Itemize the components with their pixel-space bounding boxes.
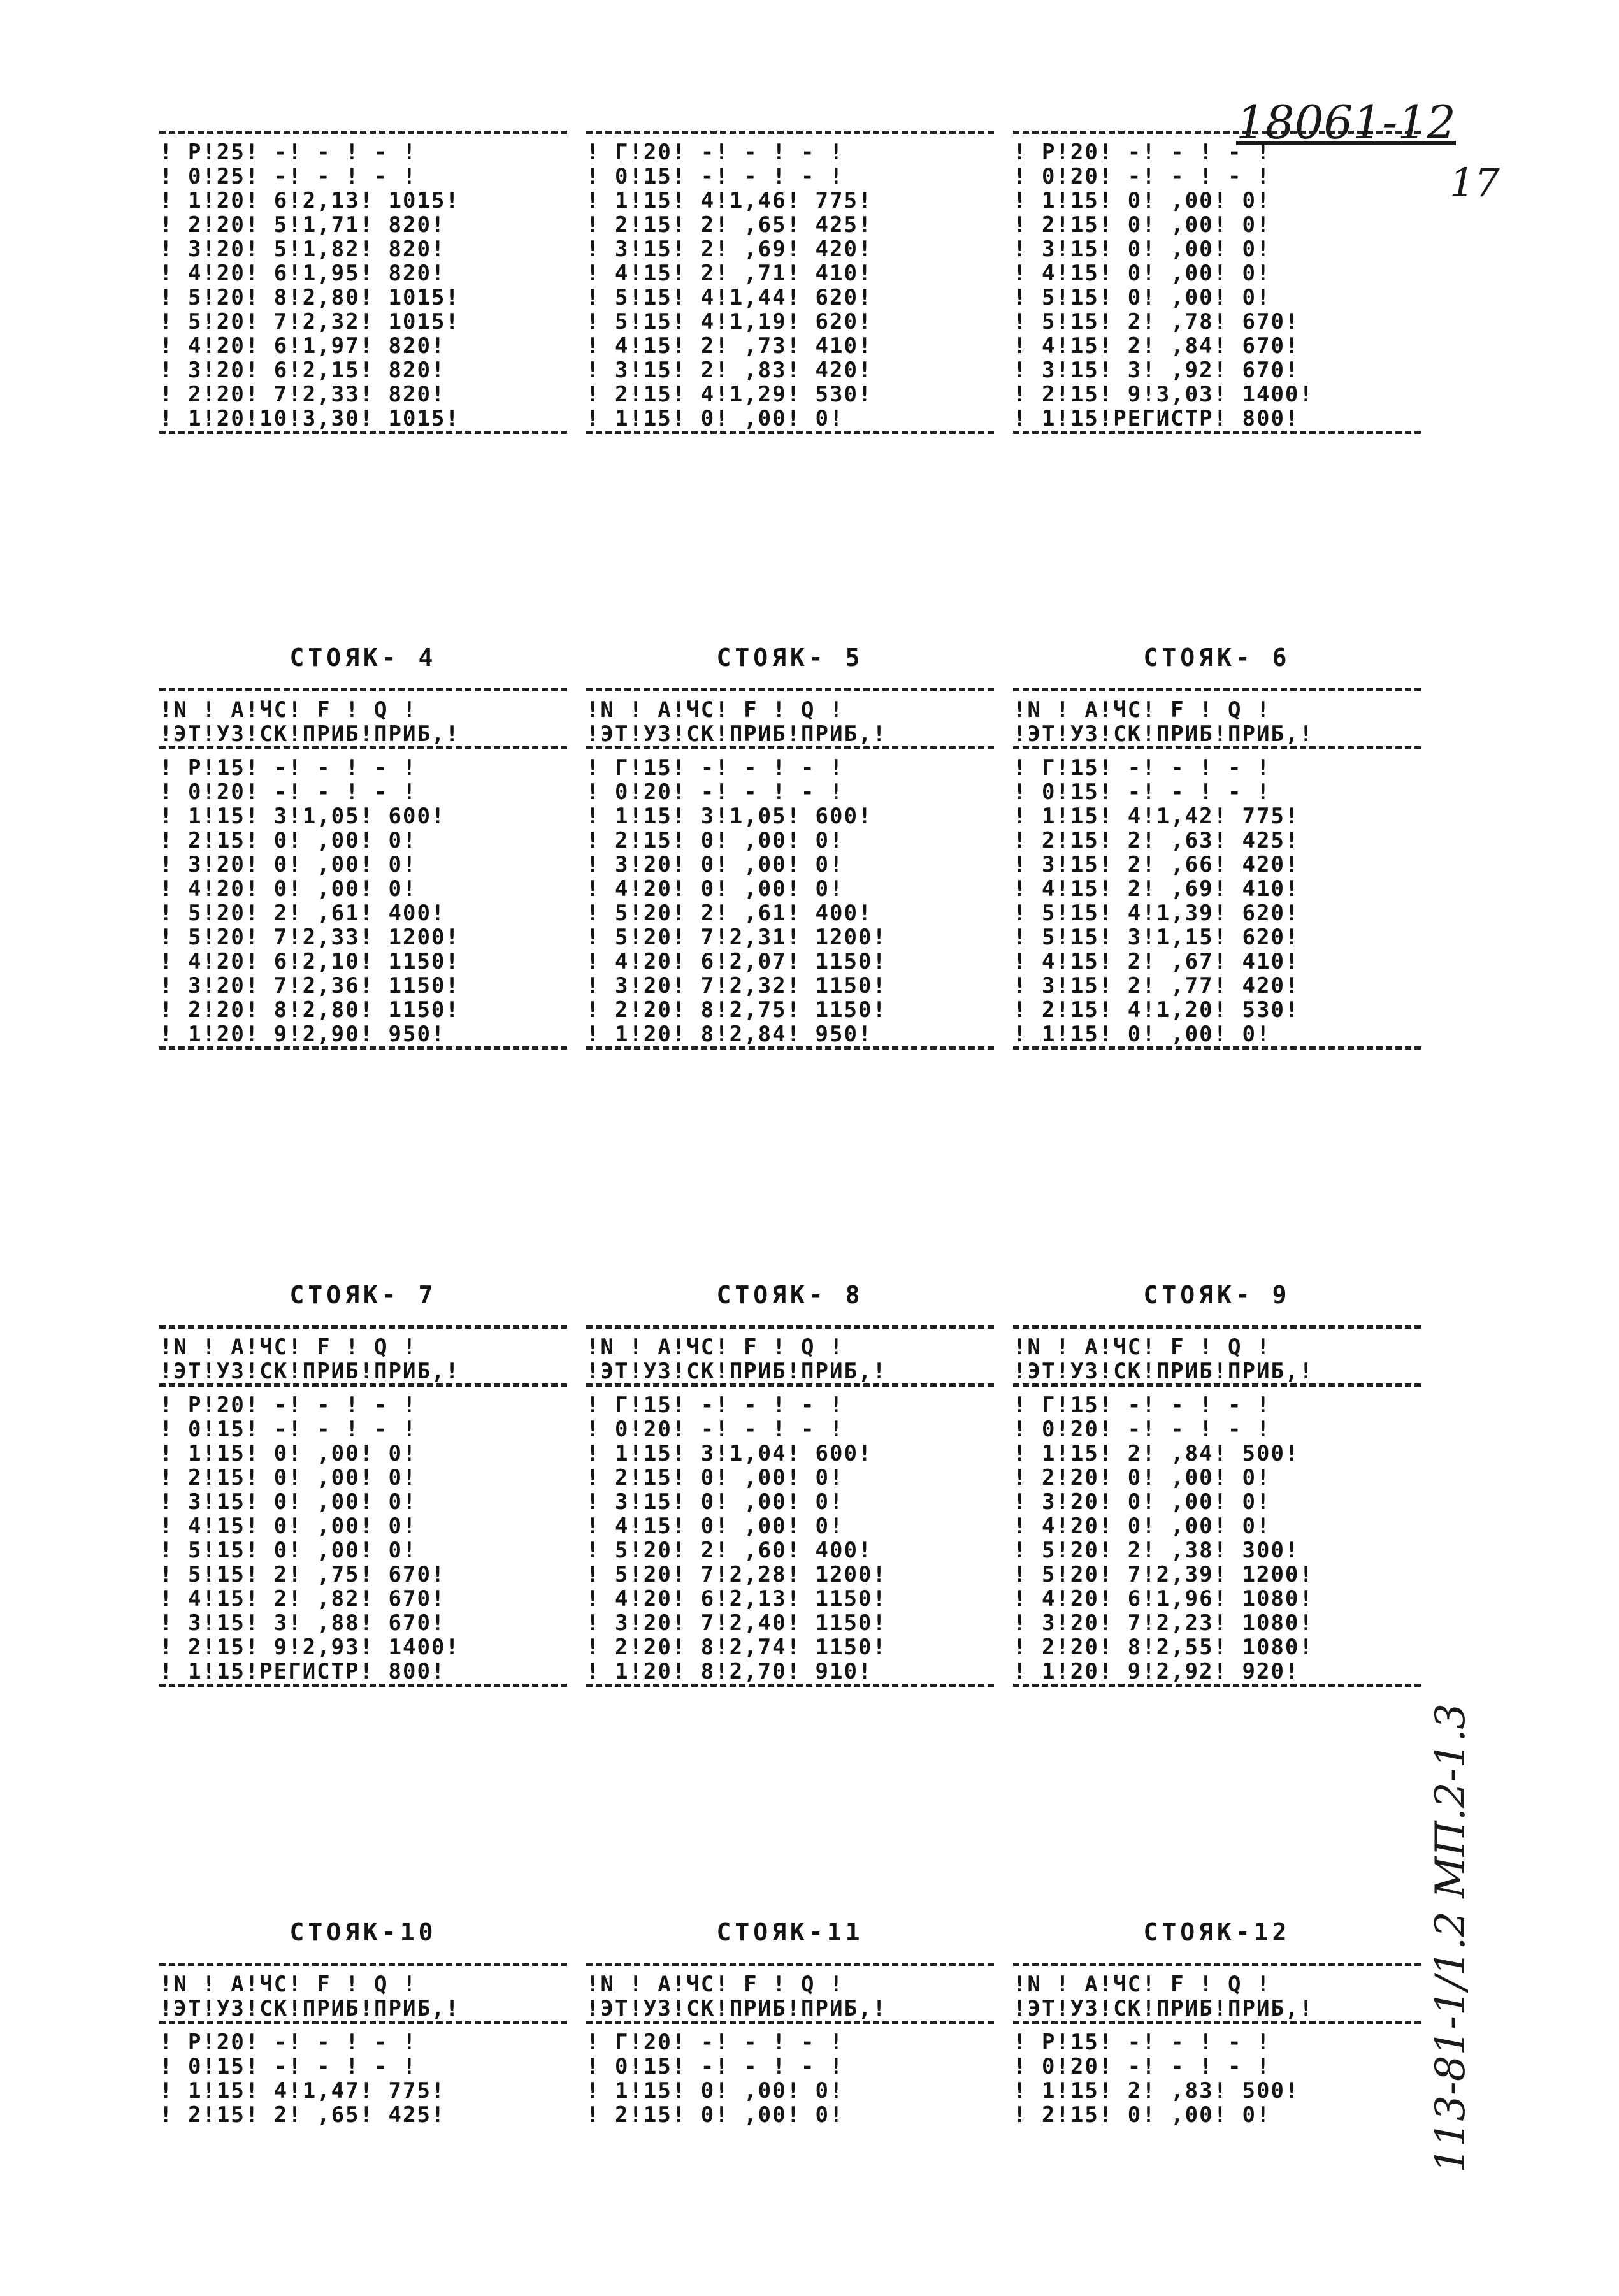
- table-row: ! Р!25! -! - ! - !: [159, 140, 417, 165]
- table-row: ! 3!20! 0! ,00! 0!: [159, 852, 417, 877]
- table-row: ! 5!20! 7!2,28! 1200!: [586, 1562, 887, 1587]
- table-row: ! 0!25! -! - ! - !: [159, 164, 417, 189]
- table-dashed-rule: [159, 1325, 567, 1329]
- table-row: ! 1!15! 4!1,42! 775!: [1013, 804, 1300, 829]
- table-row: ! 2!20! 5!1,71! 820!: [159, 212, 446, 238]
- riser-table: [159, 688, 567, 1056]
- table-dashed-rule: [1013, 131, 1421, 134]
- table-row: ! 2!20! 8!2,74! 1150!: [586, 1635, 887, 1660]
- table-row: ! 2!15! 2! ,65! 425!: [159, 2102, 446, 2128]
- table-row: ! 3!20! 7!2,40! 1150!: [586, 1610, 887, 1636]
- riser-table: [159, 131, 567, 440]
- table-row: ! 0!20! -! - ! - !: [1013, 164, 1271, 189]
- table-row: ! 2!15! 2! ,65! 425!: [586, 212, 873, 238]
- table-header-line: !ЭТ!УЗ!СК!ПРИБ!ПРИБ,!: [1013, 1996, 1314, 2021]
- section-headings: [159, 644, 1421, 688]
- table-dashed-rule: [159, 688, 567, 691]
- table-header-line: !ЭТ!УЗ!СК!ПРИБ!ПРИБ,!: [586, 721, 887, 747]
- table-row: ! Г!20! -! - ! - !: [586, 2030, 844, 2055]
- table-row: ! 1!15!РЕГИСТР! 800!: [1013, 406, 1300, 431]
- riser-heading: СТОЯК-10: [289, 1918, 437, 1946]
- table-row: ! Р!15! -! - ! - !: [1013, 2030, 1271, 2055]
- riser-heading: СТОЯК- 6: [1143, 644, 1291, 672]
- table-row: ! 0!15! -! - ! - !: [586, 164, 844, 189]
- table-row: ! 4!15! 0! ,00! 0!: [159, 1513, 417, 1539]
- table-row: ! 1!15! 0! ,00! 0!: [1013, 1022, 1271, 1047]
- table-row: ! 1!20!10!3,30! 1015!: [159, 406, 460, 431]
- riser-heading: СТОЯК- 4: [289, 644, 437, 672]
- table-row: ! 3!20! 7!2,36! 1150!: [159, 973, 460, 999]
- riser-table: [1013, 1963, 1421, 2127]
- table-row: ! 5!20! 7!2,33! 1200!: [159, 925, 460, 950]
- table-header-line: !ЭТ!УЗ!СК!ПРИБ!ПРИБ,!: [1013, 721, 1314, 747]
- riser-table: [586, 688, 994, 1056]
- table-row: ! 2!20! 8!2,80! 1150!: [159, 997, 460, 1023]
- table-row: ! 5!20! 2! ,61! 400!: [586, 900, 873, 926]
- table-dashed-rule: [586, 131, 994, 134]
- table-row: ! 1!15! 0! ,00! 0!: [586, 2078, 844, 2104]
- table-row: ! Р!20! -! - ! - !: [159, 2030, 417, 2055]
- table-row: ! 2!15! 0! ,00! 0!: [586, 2102, 844, 2128]
- riser-heading: СТОЯК- 5: [716, 644, 864, 672]
- table-header-line: !ЭТ!УЗ!СК!ПРИБ!ПРИБ,!: [586, 1996, 887, 2021]
- page-number: 17: [1450, 159, 1500, 206]
- table-row: ! Р!15! -! - ! - !: [159, 755, 417, 781]
- table-row: ! 0!15! -! - ! - !: [1013, 779, 1271, 805]
- riser-heading: СТОЯК-12: [1143, 1918, 1291, 1946]
- table-row: ! 5!15! 4!1,19! 620!: [586, 309, 873, 335]
- table-row: ! 4!20! 6!1,95! 820!: [159, 261, 446, 286]
- table-row: ! 4!20! 0! ,00! 0!: [1013, 1513, 1271, 1539]
- table-row: ! 4!20! 6!2,07! 1150!: [586, 949, 887, 974]
- table-header-line: !N ! А!ЧС! F ! Q !: [159, 1334, 417, 1360]
- table-row: ! 2!15! 4!1,29! 530!: [586, 382, 873, 407]
- table-row: ! 3!15! 2! ,69! 420!: [586, 236, 873, 262]
- table-dashed-rule: [159, 1963, 567, 1966]
- table-row: ! 1!15! 2! ,84! 500!: [1013, 1441, 1300, 1466]
- riser-table: [1013, 1325, 1421, 1693]
- riser-heading: СТОЯК- 9: [1143, 1281, 1291, 1309]
- table-row: ! 5!15! 0! ,00! 0!: [1013, 285, 1271, 310]
- table-row: ! 3!20! 7!2,23! 1080!: [1013, 1610, 1314, 1636]
- table-row: ! 1!15! 4!1,46! 775!: [586, 188, 873, 213]
- table-row: ! Г!15! -! - ! - !: [1013, 1392, 1271, 1418]
- table-row: ! 2!15! 0! ,00! 0!: [586, 828, 844, 853]
- table-row: ! 5!20! 7!2,32! 1015!: [159, 309, 460, 335]
- table-row: ! 4!20! 0! ,00! 0!: [586, 876, 844, 902]
- table-row: ! 2!15! 0! ,00! 0!: [1013, 2102, 1271, 2128]
- table-dashed-rule: [586, 688, 994, 691]
- table-row: ! 4!15! 2! ,73! 410!: [586, 333, 873, 359]
- riser-table: [586, 1963, 994, 2127]
- table-row: ! 4!15! 2! ,84! 670!: [1013, 333, 1300, 359]
- table-row: ! 5!20! 2! ,60! 400!: [586, 1538, 873, 1563]
- table-row: ! 2!20! 8!2,55! 1080!: [1013, 1635, 1314, 1660]
- table-row: ! 1!15! 3!1,05! 600!: [159, 804, 446, 829]
- table-dashed-rule: [586, 1963, 994, 1966]
- table-row: ! 3!15! 0! ,00! 0!: [586, 1489, 844, 1515]
- table-row: ! 4!20! 6!1,96! 1080!: [1013, 1586, 1314, 1612]
- table-row: ! 1!20! 9!2,92! 920!: [1013, 1659, 1300, 1684]
- table-row: ! 0!20! -! - ! - !: [1013, 1417, 1271, 1442]
- riser-heading: СТОЯК- 8: [716, 1281, 864, 1309]
- table-row: ! 2!15! 9!3,03! 1400!: [1013, 382, 1314, 407]
- table-row: ! Г!15! -! - ! - !: [1013, 755, 1271, 781]
- table-header-line: !N ! А!ЧС! F ! Q !: [159, 1972, 417, 1997]
- table-row: ! 2!15! 0! ,00! 0!: [159, 828, 417, 853]
- table-row: ! 4!20! 6!1,97! 820!: [159, 333, 446, 359]
- table-header-line: !N ! А!ЧС! F ! Q !: [586, 1972, 844, 1997]
- table-row: ! 5!20! 2! ,38! 300!: [1013, 1538, 1300, 1563]
- side-document-code: 113-81-1/1.2 МП.2-1.3: [1427, 1703, 1474, 2173]
- table-row: ! 4!15! 2! ,71! 410!: [586, 261, 873, 286]
- table-row: ! 1!15! 3!1,05! 600!: [586, 804, 873, 829]
- table-row: ! 2!15! 4!1,20! 530!: [1013, 997, 1300, 1023]
- table-dashed-rule: [586, 1325, 994, 1329]
- table-row: ! 0!15! -! - ! - !: [586, 2054, 844, 2079]
- table-row: ! 1!15! 2! ,83! 500!: [1013, 2078, 1300, 2104]
- table-row: ! 5!20! 7!2,31! 1200!: [586, 925, 887, 950]
- table-header-line: !N ! А!ЧС! F ! Q !: [586, 697, 844, 723]
- table-header-line: !N ! А!ЧС! F ! Q !: [1013, 1334, 1271, 1360]
- table-row: ! 3!20! 7!2,32! 1150!: [586, 973, 887, 999]
- table-header-line: !ЭТ!УЗ!СК!ПРИБ!ПРИБ,!: [159, 1996, 460, 2021]
- riser-table: [1013, 688, 1421, 1056]
- table-row: ! 5!15! 4!1,39! 620!: [1013, 900, 1300, 926]
- table-row: ! 4!20! 6!2,10! 1150!: [159, 949, 460, 974]
- table-row: ! 1!20! 9!2,90! 950!: [159, 1022, 446, 1047]
- table-row: ! 3!20! 5!1,82! 820!: [159, 236, 446, 262]
- table-row: ! 1!15! 0! ,00! 0!: [159, 1441, 417, 1466]
- table-row: ! 0!20! -! - ! - !: [159, 779, 417, 805]
- table-row: ! 3!15! 3! ,88! 670!: [159, 1610, 446, 1636]
- table-row: ! 0!20! -! - ! - !: [586, 1417, 844, 1442]
- table-row: ! 2!20! 8!2,75! 1150!: [586, 997, 887, 1023]
- table-row: ! 5!20! 8!2,80! 1015!: [159, 285, 460, 310]
- table-row: ! 5!15! 2! ,75! 670!: [159, 1562, 446, 1587]
- table-row: ! 1!20! 8!2,84! 950!: [586, 1022, 873, 1047]
- table-row: ! 4!15! 2! ,67! 410!: [1013, 949, 1300, 974]
- table-row: ! 3!20! 0! ,00! 0!: [1013, 1489, 1271, 1515]
- table-row: ! Р!20! -! - ! - !: [159, 1392, 417, 1418]
- table-header-line: !N ! А!ЧС! F ! Q !: [1013, 1972, 1271, 1997]
- table-row: ! 2!20! 7!2,33! 820!: [159, 382, 446, 407]
- table-row: ! 3!20! 6!2,15! 820!: [159, 357, 446, 383]
- table-dashed-rule: [1013, 1325, 1421, 1329]
- table-row: ! 5!20! 7!2,39! 1200!: [1013, 1562, 1314, 1587]
- riser-section: [159, 644, 1421, 1047]
- section-headings: [159, 1281, 1421, 1325]
- table-row: ! 1!15! 4!1,47! 775!: [159, 2078, 446, 2104]
- table-row: ! 1!15! 0! ,00! 0!: [1013, 188, 1271, 213]
- table-dashed-rule: [1013, 1963, 1421, 1966]
- table-row: ! Г!20! -! - ! - !: [586, 140, 844, 165]
- table-row: ! 4!20! 0! ,00! 0!: [159, 876, 417, 902]
- table-row: ! 0!20! -! - ! - !: [586, 779, 844, 805]
- table-row: ! 3!15! 2! ,83! 420!: [586, 357, 873, 383]
- table-row: ! 3!15! 0! ,00! 0!: [159, 1489, 417, 1515]
- riser-table: [159, 1325, 567, 1693]
- table-row: ! 1!15! 0! ,00! 0!: [586, 406, 844, 431]
- table-row: ! 1!15! 3!1,04! 600!: [586, 1441, 873, 1466]
- table-header-line: !ЭТ!УЗ!СК!ПРИБ!ПРИБ,!: [159, 721, 460, 747]
- table-row: ! 1!20! 8!2,70! 910!: [586, 1659, 873, 1684]
- table-row: ! 3!15! 2! ,66! 420!: [1013, 852, 1300, 877]
- riser-section: [159, 1281, 1421, 1684]
- table-row: ! 4!20! 6!2,13! 1150!: [586, 1586, 887, 1612]
- table-row: ! 1!15!РЕГИСТР! 800!: [159, 1659, 446, 1684]
- table-row: ! 5!15! 2! ,78! 670!: [1013, 309, 1300, 335]
- table-row: ! 5!15! 3!1,15! 620!: [1013, 925, 1300, 950]
- table-header-line: !ЭТ!УЗ!СК!ПРИБ!ПРИБ,!: [1013, 1359, 1314, 1384]
- table-row: ! 5!15! 4!1,44! 620!: [586, 285, 873, 310]
- table-header-line: !N ! А!ЧС! F ! Q !: [1013, 697, 1271, 723]
- table-row: ! 1!20! 6!2,13! 1015!: [159, 188, 460, 213]
- riser-section: [159, 1918, 1421, 2128]
- table-row: ! 4!15! 2! ,69! 410!: [1013, 876, 1300, 902]
- table-row: ! 2!15! 0! ,00! 0!: [586, 1465, 844, 1491]
- table-dashed-rule: [1013, 688, 1421, 691]
- table-row: ! Р!20! -! - ! - !: [1013, 140, 1271, 165]
- riser-table: [1013, 131, 1421, 440]
- table-row: ! 3!20! 0! ,00! 0!: [586, 852, 844, 877]
- table-row: ! 5!15! 0! ,00! 0!: [159, 1538, 417, 1563]
- table-row: ! Г!15! -! - ! - !: [586, 755, 844, 781]
- table-header-line: !N ! А!ЧС! F ! Q !: [586, 1334, 844, 1360]
- table-row: ! 0!15! -! - ! - !: [159, 1417, 417, 1442]
- table-header-line: !ЭТ!УЗ!СК!ПРИБ!ПРИБ,!: [159, 1359, 460, 1384]
- table-row: ! 4!15! 2! ,82! 670!: [159, 1586, 446, 1612]
- table-row: ! 2!15! 0! ,00! 0!: [159, 1465, 417, 1491]
- section-headings: [159, 1918, 1421, 1963]
- table-row: ! 0!15! -! - ! - !: [159, 2054, 417, 2079]
- table-row: ! 3!15! 3! ,92! 670!: [1013, 357, 1300, 383]
- table-row: ! 0!20! -! - ! - !: [1013, 2054, 1271, 2079]
- table-header-line: !ЭТ!УЗ!СК!ПРИБ!ПРИБ,!: [586, 1359, 887, 1384]
- table-row: ! 2!15! 0! ,00! 0!: [1013, 212, 1271, 238]
- document-number: 18061-12: [1236, 96, 1456, 149]
- table-row: ! 4!15! 0! ,00! 0!: [1013, 261, 1271, 286]
- table-dashed-rule: [159, 131, 567, 134]
- table-header-line: !N ! А!ЧС! F ! Q !: [159, 697, 417, 723]
- table-row: ! 2!15! 2! ,63! 425!: [1013, 828, 1300, 853]
- riser-table: [159, 1963, 567, 2127]
- table-row: ! 3!15! 0! ,00! 0!: [1013, 236, 1271, 262]
- riser-heading: СТОЯК-11: [716, 1918, 864, 1946]
- table-row: ! 3!15! 2! ,77! 420!: [1013, 973, 1300, 999]
- table-row: ! 5!20! 2! ,61! 400!: [159, 900, 446, 926]
- riser-heading: СТОЯК- 7: [289, 1281, 437, 1309]
- riser-table: [586, 131, 994, 440]
- table-row: ! 2!20! 0! ,00! 0!: [1013, 1465, 1271, 1491]
- table-row: ! 4!15! 0! ,00! 0!: [586, 1513, 844, 1539]
- riser-table: [586, 1325, 994, 1693]
- table-row: ! Г!15! -! - ! - !: [586, 1392, 844, 1418]
- table-row: ! 2!15! 9!2,93! 1400!: [159, 1635, 460, 1660]
